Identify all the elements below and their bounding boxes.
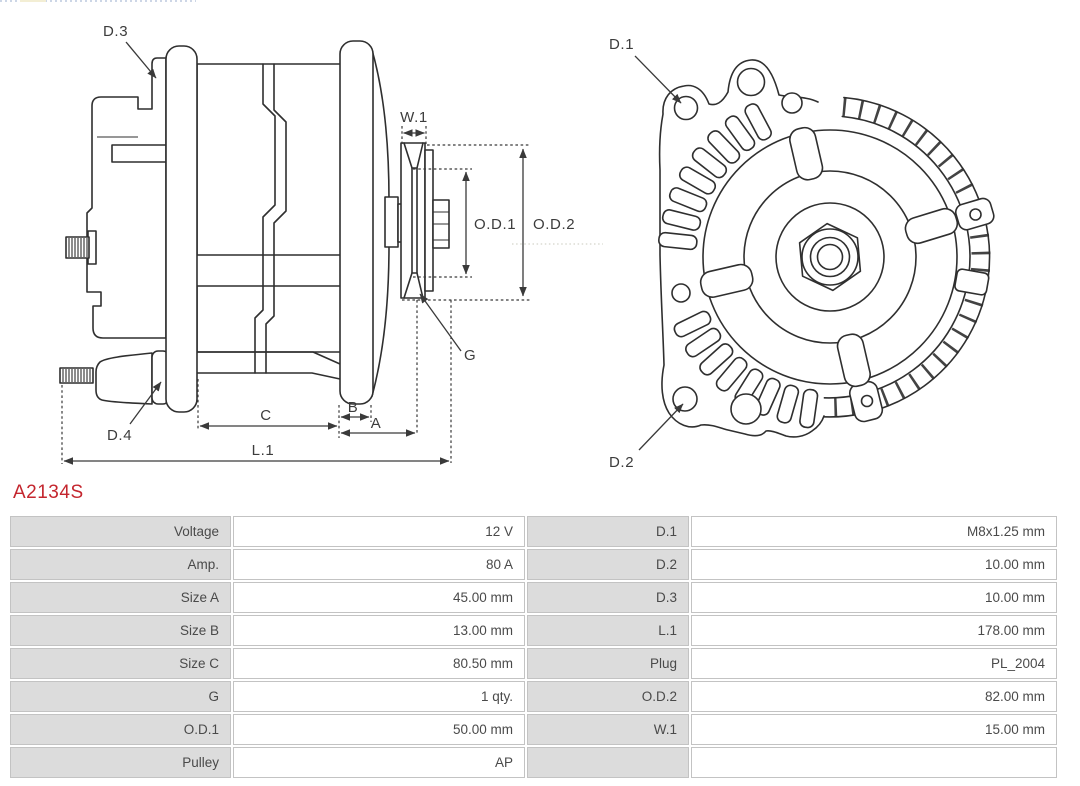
label-a: A [370,415,382,432]
part-number: A2134S [13,482,84,503]
rim-tab [954,268,989,295]
spec-value [691,747,1057,778]
rear-bracket-ear [166,46,197,412]
spec-row [10,747,1057,778]
leader-d1 [635,56,681,103]
spec-row [10,582,1057,613]
spec-value: 1 qty. [233,681,525,712]
rear-housing [87,58,166,338]
lower-terminal-stud [60,351,169,404]
leader-d3 [126,42,156,78]
top-lug-hole [738,69,765,96]
label-d1: D.1 [609,36,635,53]
spec-label: D.3 [527,582,689,613]
spec-table-wrap [8,514,1059,780]
label-od1: O.D.1 [474,216,517,233]
spec-value: 13.00 mm [233,615,525,646]
d2-mount-hole [673,387,697,411]
label-c: C [260,407,272,424]
spec-label: L.1 [527,615,689,646]
spec-table [8,514,1059,780]
spec-value: PL_2004 [691,648,1057,679]
spec-row [10,714,1057,745]
spec-label: D.2 [527,549,689,580]
alternator-side-view [60,23,603,464]
spec-label: Size B [10,615,231,646]
label-d4: D.4 [107,427,133,444]
spec-label: O.D.2 [527,681,689,712]
spec-label: D.1 [527,516,689,547]
stator-upper [197,64,341,255]
rear-vent-slot [112,145,166,162]
spec-value: 10.00 mm [691,582,1057,613]
spec-value: 50.00 mm [233,714,525,745]
label-b: B [347,399,359,416]
spec-value: 80.50 mm [233,648,525,679]
label-d2: D.2 [609,454,635,471]
bottom-hole [731,394,761,424]
spec-label: Size C [10,648,231,679]
spec-label: W.1 [527,714,689,745]
spec-value: 12 V [233,516,525,547]
leader-d2 [639,404,683,450]
label-g: G [464,347,477,364]
spec-label: Voltage [10,516,231,547]
spec-label: G [10,681,231,712]
spec-row [10,549,1057,580]
spec-value: 178.00 mm [691,615,1057,646]
spec-label: O.D.1 [10,714,231,745]
spec-row [10,648,1057,679]
spec-row [10,615,1057,646]
bottom-skirt [197,352,340,379]
label-d3: D.3 [103,23,129,40]
pulley [401,143,449,298]
spec-label [527,747,689,778]
alternator-front-view [609,36,996,471]
spec-row [10,516,1057,547]
spec-label: Pulley [10,747,231,778]
spec-value: 45.00 mm [233,582,525,613]
rim-tab-hole [862,396,873,407]
label-l1: L.1 [251,442,275,459]
spec-label: Amp. [10,549,231,580]
spec-value: 10.00 mm [691,549,1057,580]
rim-tab-hole [970,209,981,220]
stator-lower [197,286,341,352]
small-hole [782,93,802,113]
spec-row [10,681,1057,712]
spec-value: AP [233,747,525,778]
spec-label: Size A [10,582,231,613]
spec-value: 15.00 mm [691,714,1057,745]
spec-value: 82.00 mm [691,681,1057,712]
label-w1: W.1 [400,109,428,126]
front-bracket-ear [340,41,373,404]
spec-value: M8x1.25 mm [691,516,1057,547]
terminal-boot [96,353,152,404]
upper-terminal-stud [66,231,96,264]
plate-hole [672,284,690,302]
leader-g [420,294,461,351]
spec-label: Plug [527,648,689,679]
label-od2: O.D.2 [533,216,576,233]
spec-value: 80 A [233,549,525,580]
